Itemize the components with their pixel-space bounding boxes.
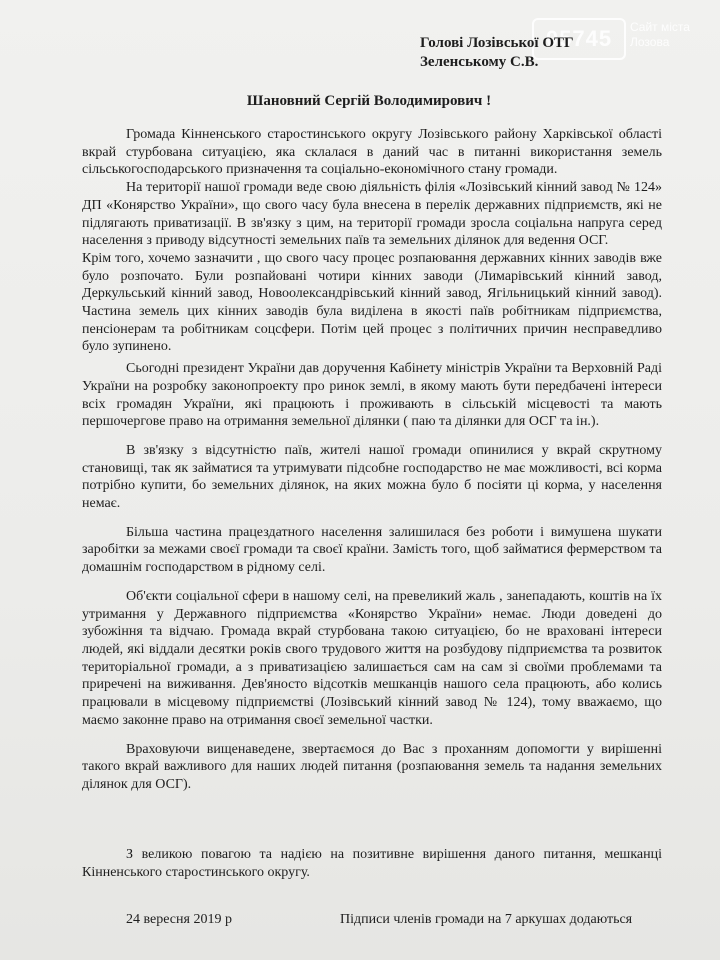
paragraph-4: Сьогодні президент України дав доручення Кабінету міністрів України та Верховній Раді України на розробку законопроекту про ринок землі, в якому мають бути передбачені інтереси всіх громадян України, які працюють і проживають в сільській місцевості та мають першочергове право на отримання земельної ділянки ( паю та ділянки для ОСГ та ін.). [82,361,662,430]
paragraph-5: В зв'язку з відсутністю паїв, жителі нашої громади опинилися у вкрай скрутному становищі, так як займатися та утримувати підсобне господарство не має можливості, всі корма потрібно купити, бо земельних ділянок, на яких можна було б посіяти ці корма, у населення немає. [82,442,662,512]
paragraph-6: Більша частина працездатного населення залишилася без роботи і вимушена шукати заробітки за межами своєї громади та своєї країни. Замість того, щоб займатися фермерством та домашнім господарством в рідному селі. [82,524,662,576]
addressee-line1: Голові Лозівської ОТГ [420,35,574,51]
closing-text: З великою повагою та надією на позитивне вирішення даного питання, мешканці Кінненського старостинського округу. [82,847,662,880]
watermark-badge: 05745 [532,18,626,60]
signatures-note: Підписи членів громади на 7 аркушах додаються [340,912,633,927]
paragraph-7: Об'єкти соціальної сфери в нашому селі, на превеликий жаль , занепадають, коштів на їх утримання у Державного підприємства «Конярство України» немає. Люди доведені до зубожіння та відчаю. Громада вкрай стурбована такою ситуацією, бо не враховані інтереси людей, які віддали десятки років свого трудового життя на розбудову підприємства та розвиток територіальної громади, а з приватизацією залишається сам на сам зі своїми проблемами та приречені на виживання. Дев'яносто відсотків мешканців нашого села працюють, або колись працювали в місцевому підприємстві (Лозівський кінний завод № 124), тому вважаємо, що маємо законне право на отримання своєї земельної частки. [82,588,662,728]
letter-date: 24 вересня 2019 р [126,912,232,927]
closing-block [82,846,662,882]
paragraph-1: Громада Кінненського старостинського округу Лозівського району Харківської області вкрай стурбована ситуацією, яка склалася в даний час в питанні використання земель сільськогосподарського призначення та соціально-економічного стану громади. [82,127,662,178]
salutation: Шановний Сергій Володимирович ! [246,93,492,109]
addressee-block [420,34,574,72]
paragraph-3: Крім того, хочемо зазначити , що свого часу процес розпаювання державних кінних заводів вже було розпочато. Були розпайовані чотири кінних заводи (Лимарівський кінний завод, Деркульський кінний завод, Новоолександрівський кінний завод, Ягільницький кінний завод). Частина земель цих кінних заводів була виділена в якості паїв робітникам підприємства, пенсіонерам та робітникам соцсфери. Потім цей процес з політичних причин несправедливо було зупинено. [82,250,662,355]
watermark-caption-line2: Лозова [630,35,670,49]
addressee-line2: Зеленському С.В. [420,54,539,70]
watermark-caption-line1: Сайт міста [630,20,690,34]
paragraph-2: На території нашої громади веде свою діяльність філія «Лозівський кінний завод № 124» ДП «Конярство України», що свого часу була внесена в перелік державних підприємств, які не підлягають приватизації. В зв'язку з цим, на території громади зросла соціальна напруга серед населення з приводу відсутності земельних паїв та земельних ділянок для ведення ОСГ. [82,180,662,249]
letter-body [82,126,662,794]
watermark-caption [630,20,690,50]
paragraph-8: Враховуючи вищенаведене, звертаємося до Вас з проханням допомогти у вирішенні такого вкрай важливого для наших людей питання (розпаювання земель та надання земельних ділянок для ОСГ). [82,741,662,792]
